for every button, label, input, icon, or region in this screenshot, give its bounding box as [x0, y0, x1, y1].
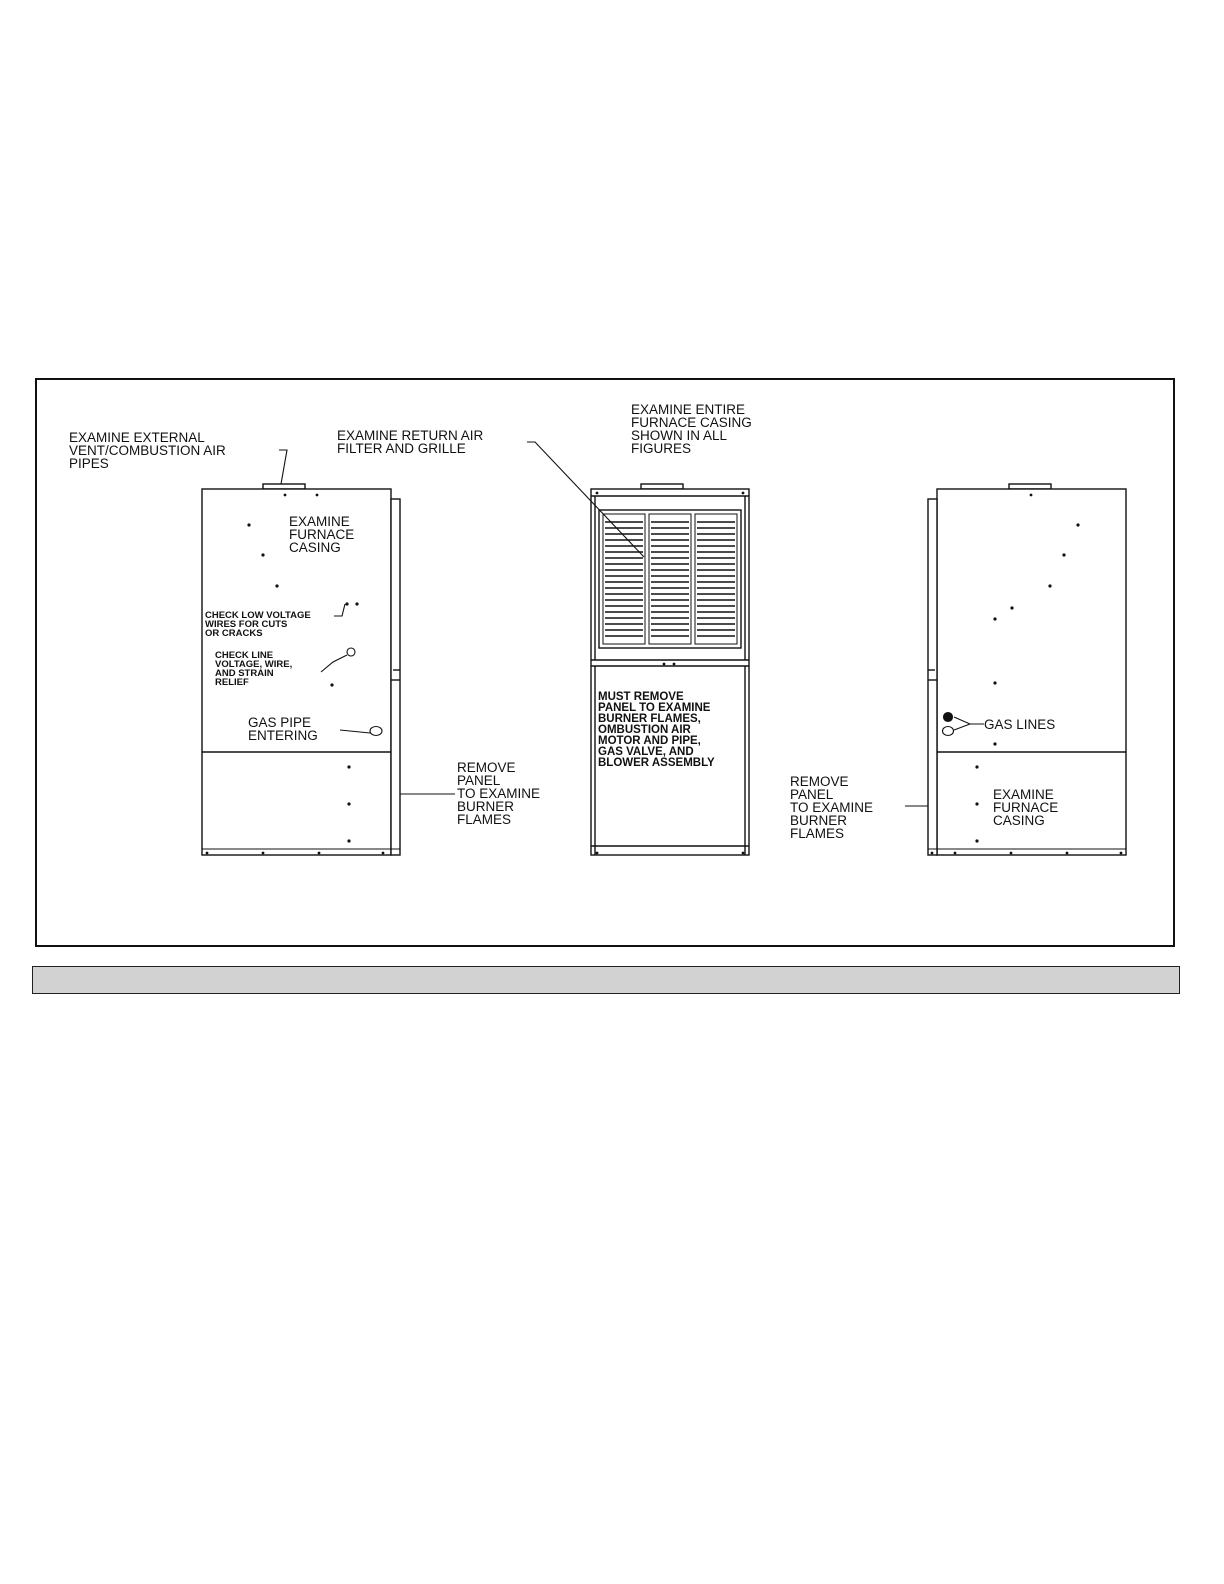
left-casing-label: EXAMINE FURNACE CASING — [289, 514, 355, 555]
line-voltage-label: CHECK LINE VOLTAGE, WIRE, AND STRAIN RELIEF — [215, 650, 293, 688]
furnace-inspection-figure — [35, 378, 1175, 947]
right-casing-label: EXAMINE FURNACE CASING — [993, 787, 1059, 828]
must-remove-panel-label: MUST REMOVE PANEL TO EXAMINE BURNER FLAMES, OMBUSTION AIR MOTOR AND PIPE, GAS VALVE, AND BLOWER ASSEMBLY — [598, 691, 715, 769]
vent-pipes-label: EXAMINE EXTERNAL VENT/COMBUSTION AIR PIPES — [69, 430, 226, 471]
entire-casing-label: EXAMINE ENTIRE FURNACE CASING SHOWN IN ALL FIGURES — [631, 402, 752, 456]
return-air-filter-label: EXAMINE RETURN AIR FILTER AND GRILLE — [337, 428, 484, 456]
gas-lines-label: GAS LINES — [984, 717, 1056, 732]
low-voltage-label: CHECK LOW VOLTAGE WIRES FOR CUTS OR CRACKS — [205, 610, 311, 639]
right-remove-panel-label: REMOVE PANEL TO EXAMINE BURNER FLAMES — [790, 774, 874, 841]
gas-pipe-label: GAS PIPE ENTERING — [248, 715, 318, 743]
figure-caption-bar — [32, 966, 1180, 994]
left-remove-panel-label: REMOVE PANEL TO EXAMINE BURNER FLAMES — [457, 760, 541, 827]
furnace-diagram-svg — [37, 380, 1177, 949]
